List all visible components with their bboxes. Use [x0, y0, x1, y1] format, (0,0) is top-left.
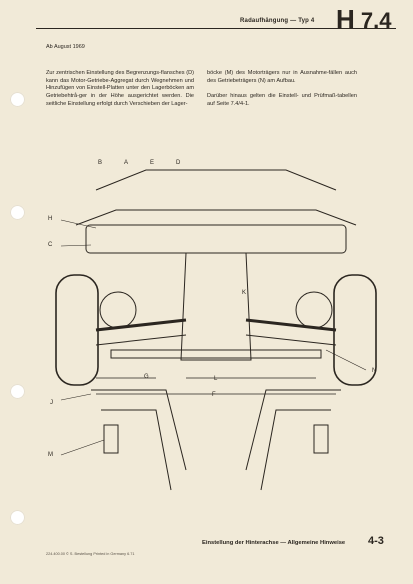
punch-hole: [10, 510, 25, 525]
page-number: 4-3: [368, 535, 384, 547]
diagram-label: L: [214, 376, 218, 382]
body-paragraph: Zur zentrischen Einstellung des Begrenzungs-flansches (D) kann das Motor-Getriebe-Aggregat durch Wegnehmen und Hinzufügen von Einstell-Platten unter den Lagerböcken am Getriebehtrå-ger in der Höhe ausgerichtet werden. Die seitliche Einstellung erfolgt durch Verschieben der Lager-: [46, 70, 194, 107]
diagram-label: D: [176, 160, 181, 166]
diagram-label: M: [48, 452, 53, 458]
diagram-label: A: [124, 160, 129, 166]
header-rule: [36, 28, 396, 29]
punch-hole: [10, 205, 25, 220]
body-column-left: [46, 70, 194, 117]
body-column-right: [207, 70, 357, 117]
punch-hole: [10, 92, 25, 107]
rear-axle-diagram: [36, 150, 396, 510]
diagram-label: K: [242, 290, 247, 296]
header-subtitle: Radaufhängung — Typ 4: [240, 18, 315, 24]
section-letter: H: [336, 4, 355, 34]
diagram-label: F: [212, 392, 216, 398]
diagram-label: H: [48, 216, 53, 222]
diagram-label: E: [150, 160, 155, 166]
print-line: 224.400.00 © S. Bestellung Printed in Germany 6.71: [46, 552, 135, 556]
body-paragraph: Darüber hinaus gelten die Einstell- und Prüfmaß-tabellen auf Seite 7.4/4-1.: [207, 93, 357, 108]
section-number: 7.4: [360, 8, 392, 33]
body-paragraph: böcke (M) des Motorträgers nur in Ausnahme-fällen auch des Getriebeträgers (N) am Aufbau.: [207, 70, 357, 84]
diagram-label: B: [98, 160, 103, 166]
date-note: Ab August 1969: [46, 44, 85, 50]
punch-hole: [10, 384, 25, 399]
diagram-label: G: [144, 374, 149, 380]
rear-axle-drawing: [36, 150, 396, 510]
footer-title: Einstellung der Hinterachse — Allgemeine Hinweise: [202, 540, 346, 546]
diagram-label: J: [50, 400, 53, 406]
diagram-label: N: [372, 368, 377, 374]
diagram-label: C: [48, 242, 53, 248]
